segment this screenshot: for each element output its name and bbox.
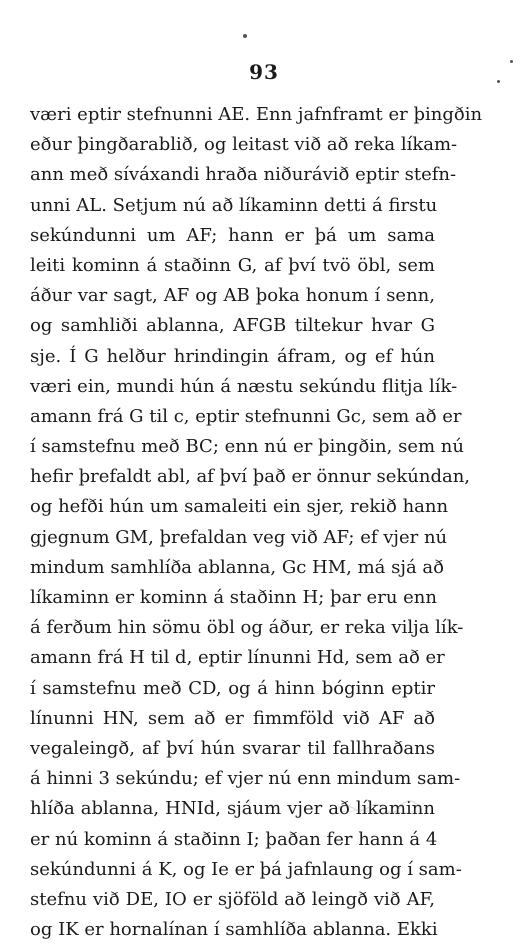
text-line: í samstefnu með CD, og á hinn bóginn eptir — [30, 677, 435, 699]
page-number: 93 — [249, 60, 279, 84]
text-line: sekúndunni á K, og Ie er þá jafnlaung og í sam- — [30, 858, 462, 880]
text-line: í samstefnu með BC; enn nú er þingðin, sem nú — [30, 436, 464, 458]
text-line: stefnu við DE, IO er sjöföld að leingð við AF, — [30, 888, 435, 910]
ink-speck — [243, 34, 247, 38]
text-line: sekúndunni um AF; hann er þá um sama — [30, 224, 435, 246]
text-line: væri eptir stefnunni AE. Enn jafnframt er þingðin — [30, 104, 483, 125]
library-stamp-icon — [335, 800, 425, 814]
text-line: eður þingðarablið, og leitast við að reka líkam- — [30, 134, 458, 156]
text-line: sje. Í G helður hrindingin áfram, og ef hún — [30, 345, 435, 367]
text-line: ann með síváxandi hraða niðurávið eptir stefn- — [30, 164, 457, 186]
text-line: amann frá H til d, eptir línunni Hd, sem að er — [30, 647, 445, 669]
text-line: unni AL. Setjum nú að líkaminn detti á firstu — [30, 194, 438, 216]
text-line: mindum samhlíða ablanna, Gc HM, má sjá að — [30, 556, 444, 578]
text-line: og hefði hún um samaleiti ein sjer, rekið hann — [30, 496, 449, 518]
text-line: leiti kominn á staðinn G, af því tvö öbl, sem — [30, 254, 435, 276]
text-line: og IK er hornalínan í samhlíða ablanna. Ekki — [30, 919, 438, 941]
text-line: áður var sagt, AF og AB þoka honum í senn, — [30, 285, 435, 307]
body-text — [30, 100, 483, 945]
text-line: líkaminn er kominn á staðinn H; þar eru enn — [30, 587, 437, 608]
text-line: á hinni 3 sekúndu; ef vjer nú enn mindum sam- — [30, 768, 461, 790]
text-line: væri ein, mundi hún á næstu sekúndu flitja lík- — [30, 375, 458, 397]
text-line: gjegnum GM, þrefaldan veg við AF; ef vjer nú — [30, 526, 448, 548]
text-line: línunni HN, sem að er fimmföld við AF að — [30, 707, 435, 729]
text-line: hlíða ablanna, HNId, sjáum vjer að líkaminn — [30, 798, 435, 820]
text-line: og samhliði ablanna, AFGB tiltekur hvar G — [30, 315, 435, 337]
text-line: vegaleingð, af því hún svarar til fallhraðans — [30, 737, 435, 759]
text-line: á ferðum hin sömu öbl og áður, er reka vilja lík- — [30, 617, 464, 639]
text-line: er nú kominn á staðinn I; þaðan fer hann á 4 — [30, 828, 438, 850]
text-line: hefir þrefaldt abl, af því það er önnur sekúndan, — [30, 466, 471, 488]
text-line: amann frá G til c, eptir stefnunni Gc, sem að er — [30, 405, 462, 427]
